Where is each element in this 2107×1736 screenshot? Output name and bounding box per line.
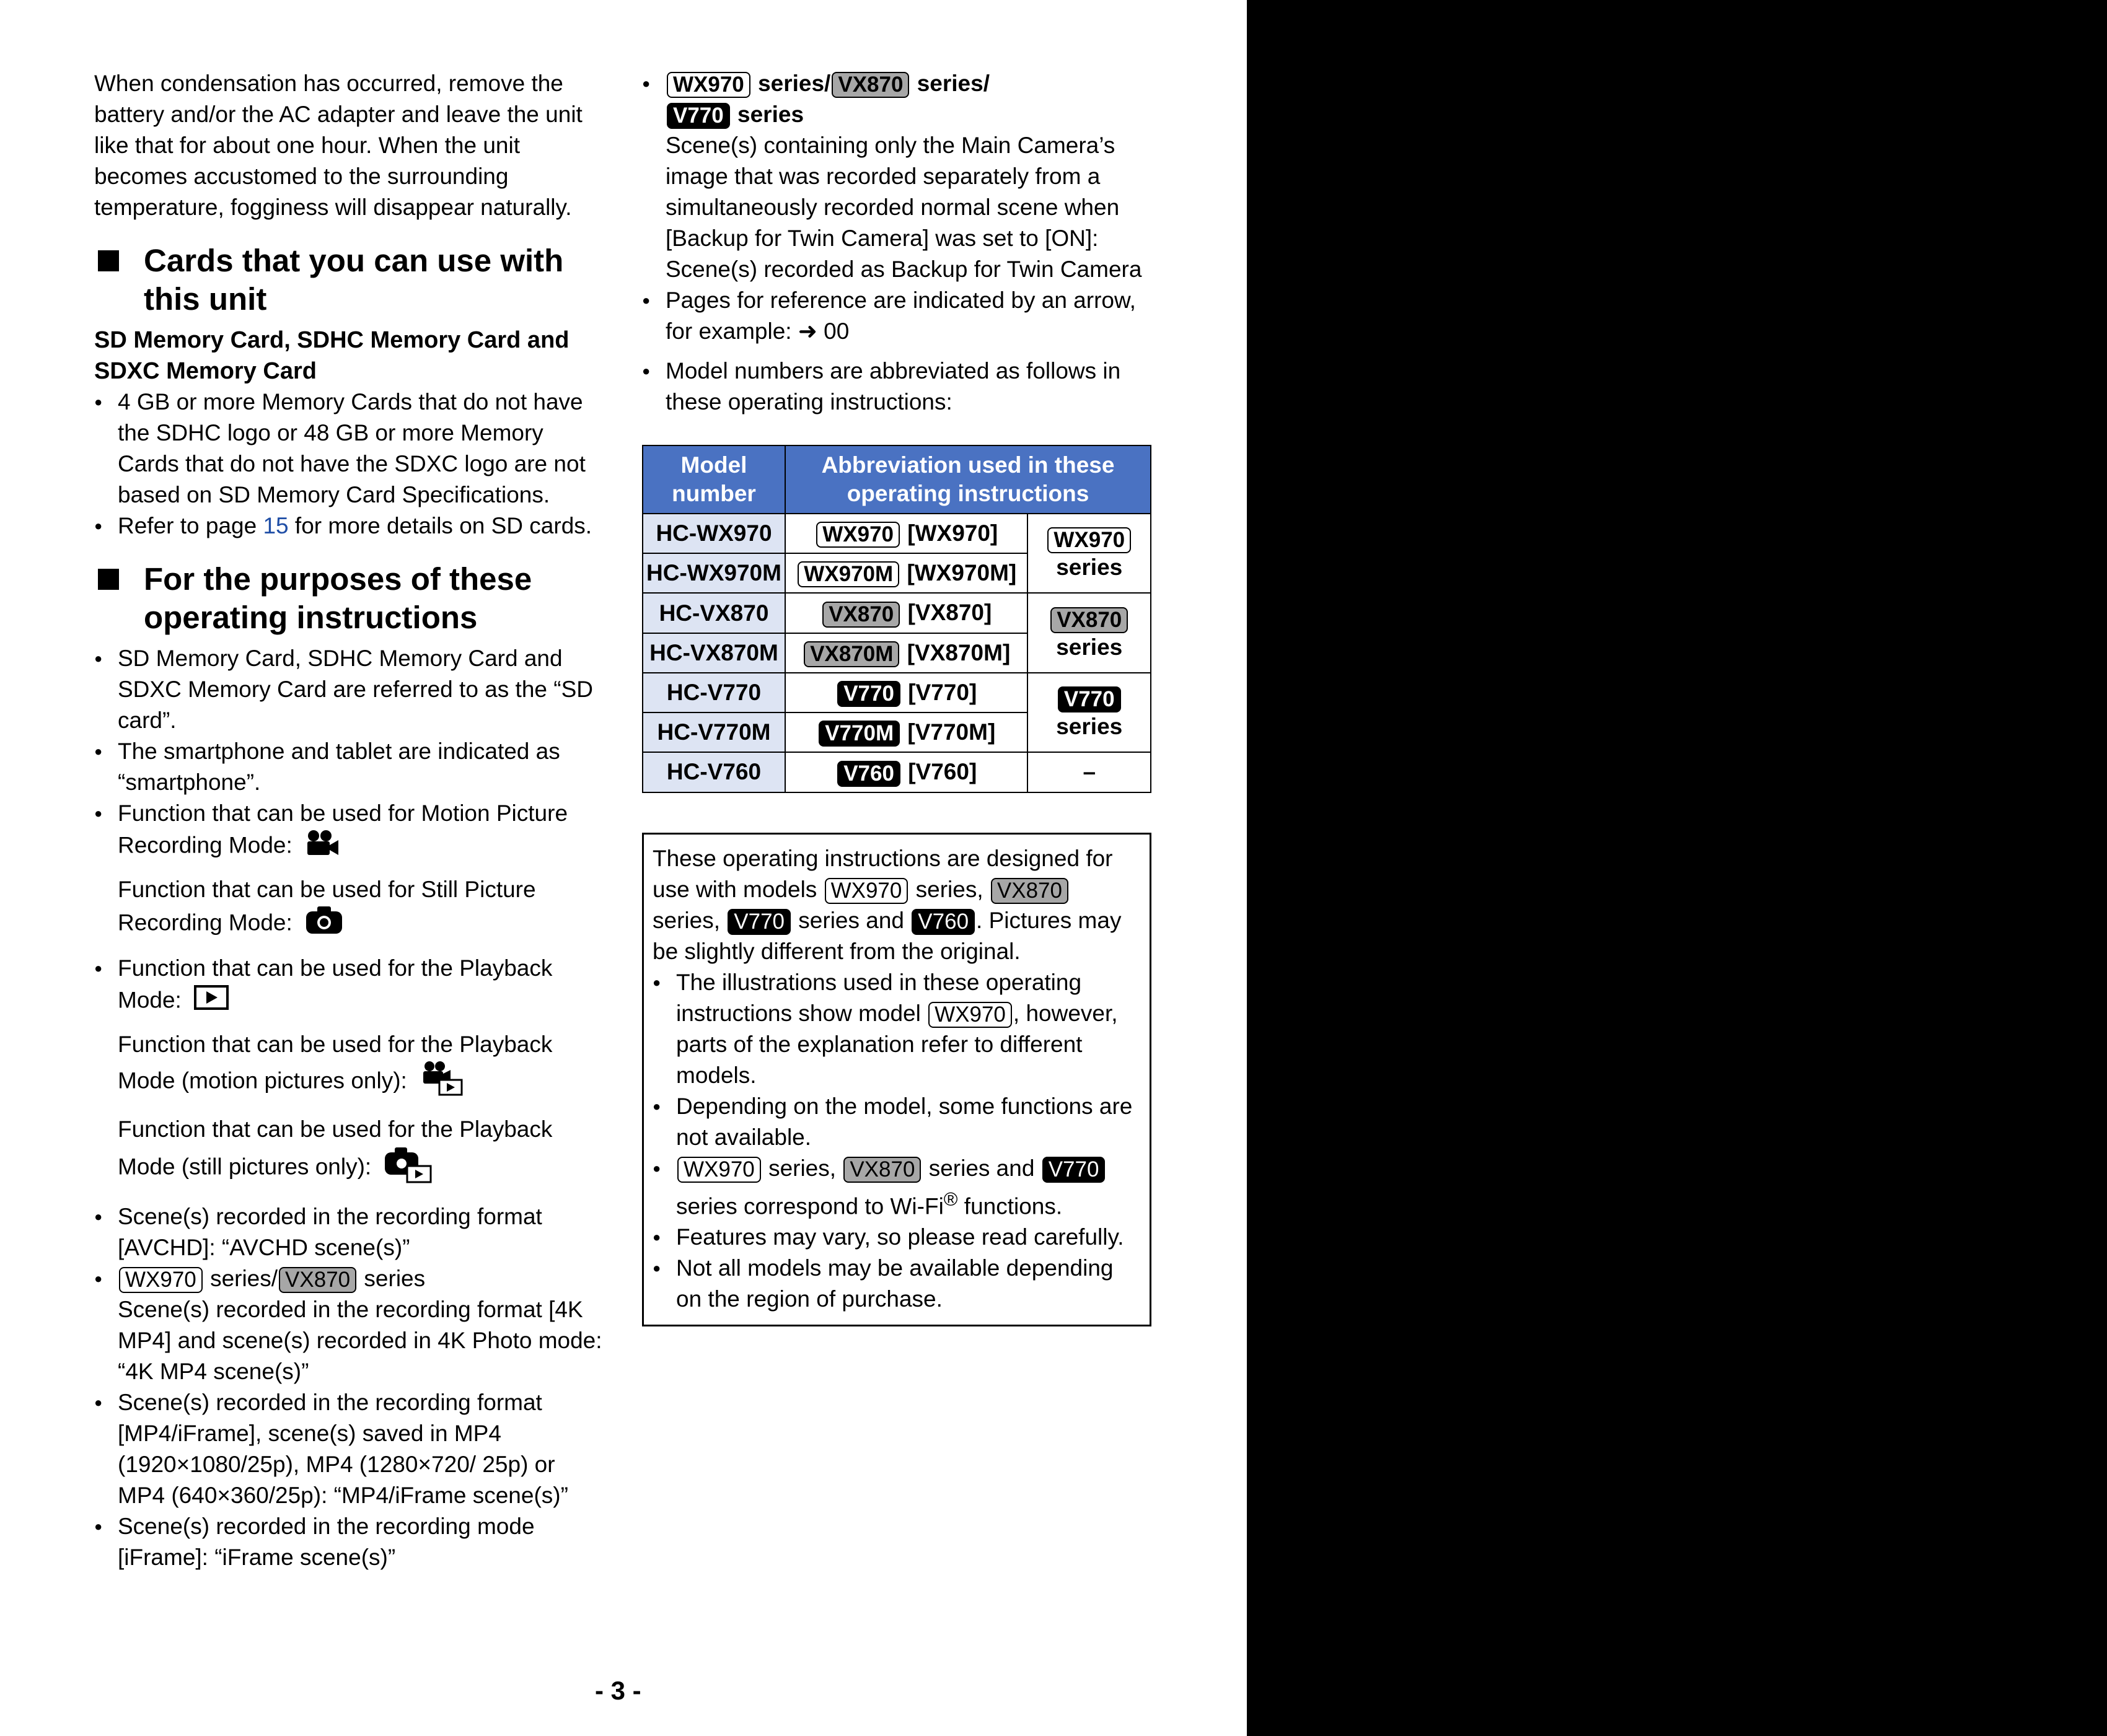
notice-intro: These operating instructions are designed for use with models WX970 series, VX870 series, V770 series and V760 . Pictures may be slightly different from the original. — [653, 845, 1122, 964]
notice-bullet-region: ● Not all models may be available depending on the region of purchase. — [653, 1253, 1141, 1315]
purposes-bullet-motion: ● Function that can be used for Motion Picture Recording Mode: — [94, 798, 602, 864]
purposes-still-recording: Function that can be used for Still Picture Recording Mode: — [94, 874, 602, 943]
purposes-heading: For the purposes of these operating instructions — [94, 560, 602, 637]
cards-bullet-1: ● 4 GB or more Memory Cards that do not have the SDHC logo or 48 GB or more Memory Cards that do not have the SDXC logo are not based on SD Memory Card Specifications. — [94, 387, 602, 511]
notice-bullet-functions: ● Depending on the model, some functions are not available. — [653, 1091, 1141, 1153]
purposes-bullet-mp4: ● Scene(s) recorded in the recording format [MP4/iFrame], scene(s) saved in MP4 (1920×1080/25p), MP4 (1280×720/ 25p) or MP4 (640×360/25p): “MP4/iFrame scene(s)” — [94, 1387, 602, 1511]
left-column — [94, 68, 602, 1573]
right-column — [642, 68, 1151, 1326]
page-number: - 3 - — [595, 1676, 641, 1705]
purposes-bullet-sd: ● SD Memory Card, SDHC Memory Card and SDXC Memory Card are referred to as the “SD card”. — [94, 643, 602, 736]
table-row: HC-VX870 VX870 [VX870] VX870 series — [643, 593, 1151, 633]
camera-icon — [305, 905, 343, 943]
reference-bullet: ● Pages for reference are indicated by an arrow, for example: ➜ 00 — [642, 285, 1151, 347]
purposes-playback-still: Function that can be used for the Playback Mode (still pictures only): — [94, 1114, 602, 1191]
model-tag-wx970: WX970 — [119, 1267, 203, 1293]
notice-bullet-wifi: ● WX970 series, VX870 series and V770 series correspond to Wi-Fi® functions. — [653, 1153, 1141, 1222]
notice-box — [642, 833, 1151, 1326]
purposes-bullet-iframe: ● Scene(s) recorded in the recording mode [iFrame]: “iFrame scene(s)” — [94, 1511, 602, 1573]
model-abbrev-bullet: ● Model numbers are abbreviated as follows in these operating instructions: — [642, 356, 1151, 418]
model-tag-vx870: VX870 — [279, 1267, 356, 1293]
motion-playback-icon — [420, 1060, 463, 1104]
model-tag-vx870: VX870 — [832, 72, 909, 98]
page-link[interactable]: 15 — [263, 513, 289, 538]
table-header-model: Model number — [643, 445, 785, 514]
table-row: HC-WX970M WX970M [WX970M] — [643, 553, 1151, 593]
purposes-bullet-avchd: ● Scene(s) recorded in the recording format [AVCHD]: “AVCHD scene(s)” — [94, 1201, 602, 1263]
playback-icon — [194, 984, 229, 1019]
table-row: HC-V770M V770M [V770M] — [643, 712, 1151, 752]
table-row: HC-VX870M VX870M [VX870M] — [643, 633, 1151, 673]
table-row: HC-WX970 WX970 [WX970] WX970 series — [643, 514, 1151, 553]
purposes-bullet-smartphone: ● The smartphone and tablet are indicated as “smartphone”. — [94, 736, 602, 798]
table-row: HC-V770 V770 [V770] V770 series — [643, 673, 1151, 712]
notice-bullet-features: ● Features may vary, so please read carefully. — [653, 1222, 1141, 1253]
model-tag-wx970: WX970 — [667, 72, 750, 98]
purposes-playback-motion: Function that can be used for the Playback Mode (motion pictures only): — [94, 1029, 602, 1104]
purposes-bullet-playback: ● Function that can be used for the Playback Mode: — [94, 953, 602, 1019]
table-header-abbreviation: Abbreviation used in these operating instructions — [785, 445, 1151, 514]
cards-bullet-2: ● Refer to page 15 for more details on SD cards. — [94, 511, 602, 541]
cards-subheading: SD Memory Card, SDHC Memory Card and SDXC Memory Card — [94, 327, 570, 384]
condensation-text: When condensation has occurred, remove the battery and/or the AC adapter and leave the unit like that for about one hour. When the unit becomes accustomed to the surrounding temperature, fogginess will disappear naturally. — [94, 71, 583, 220]
model-table — [642, 445, 1151, 793]
still-playback-icon — [384, 1145, 433, 1191]
purposes-bullet-4k: ● WX970 series/ VX870 series Scene(s) recorded in the recording format [4K MP4] and scene(s) recorded in 4K Photo mode: “4K MP4 scene(s)” — [94, 1263, 602, 1387]
cards-heading: Cards that you can use with this unit — [94, 242, 602, 318]
model-tag-v770: V770 — [667, 103, 730, 129]
notice-bullet-illustrations: ● The illustrations used in these operating instructions show model WX970 , however, parts of the explanation refer to different models. — [653, 967, 1141, 1091]
backup-bullet: ● WX970 series/ VX870 series/ V770 series Scene(s) containing only the Main Camera’s image that was recorded separately from a simultaneously recorded normal scene when [Backup for Twin Camera] was set to [ON]: Scene(s) recorded as Backup for Twin Camera — [642, 68, 1151, 285]
table-row: HC-V760 V760 [V760] – — [643, 752, 1151, 792]
motion-picture-icon — [305, 829, 340, 864]
square-bullet-icon — [98, 569, 119, 590]
square-bullet-icon — [98, 250, 119, 271]
